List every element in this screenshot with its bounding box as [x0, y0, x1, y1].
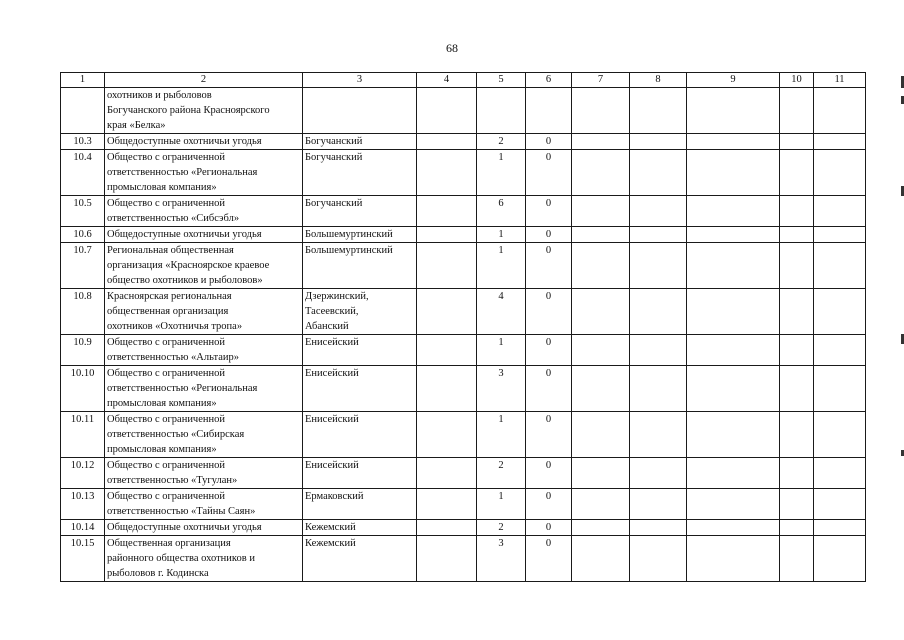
cell-col-11: [814, 520, 866, 536]
cell-col-5: 6: [477, 196, 526, 227]
cell-col-4: [417, 412, 477, 458]
row-number: 10.12: [61, 458, 105, 489]
table-row: [61, 335, 866, 366]
cell-col-8: [630, 489, 687, 520]
organization-name: Общедоступные охотничьи угодья: [105, 520, 303, 536]
cell-col-9: [687, 458, 780, 489]
table-row: [61, 412, 866, 458]
cell-col-5: 4: [477, 289, 526, 335]
row-number: 10.8: [61, 289, 105, 335]
cell-col-8: [630, 536, 687, 582]
table-body: [61, 88, 866, 582]
district-name: [303, 88, 417, 134]
cell-col-10: [780, 88, 814, 134]
organization-name: Общество с ограниченной ответственностью «Тайны Саян»: [105, 489, 303, 520]
cell-col-6: 0: [526, 196, 572, 227]
district-name: Большемуртинский: [303, 227, 417, 243]
row-number: 10.10: [61, 366, 105, 412]
cell-col-9: [687, 412, 780, 458]
cell-col-9: [687, 366, 780, 412]
column-header: 2: [105, 73, 303, 88]
cell-col-9: [687, 289, 780, 335]
cell-col-9: [687, 536, 780, 582]
table-row: [61, 366, 866, 412]
district-name: Большемуртинский: [303, 243, 417, 289]
table-row: [61, 243, 866, 289]
cell-col-11: [814, 227, 866, 243]
cell-col-9: [687, 489, 780, 520]
district-name: Богучанский: [303, 196, 417, 227]
cell-col-7: [572, 536, 630, 582]
cell-col-5: 1: [477, 227, 526, 243]
organization-name: Общество с ограниченной ответственностью «Сибирская промысловая компания»: [105, 412, 303, 458]
table-row: [61, 520, 866, 536]
organization-name: Общество с ограниченной ответственностью «Сибсэбл»: [105, 196, 303, 227]
cell-col-5: 2: [477, 520, 526, 536]
table-row: [61, 134, 866, 150]
cell-col-5: 3: [477, 536, 526, 582]
cell-col-4: [417, 150, 477, 196]
cell-col-9: [687, 227, 780, 243]
cell-col-4: [417, 489, 477, 520]
cell-col-5: 1: [477, 243, 526, 289]
cell-col-10: [780, 458, 814, 489]
cell-col-10: [780, 134, 814, 150]
column-header: 10: [780, 73, 814, 88]
cell-col-11: [814, 412, 866, 458]
cell-col-6: 0: [526, 458, 572, 489]
cell-col-7: [572, 366, 630, 412]
cell-col-7: [572, 289, 630, 335]
table-row: [61, 536, 866, 582]
district-name: Богучанский: [303, 150, 417, 196]
cell-col-5: 1: [477, 335, 526, 366]
cell-col-6: 0: [526, 289, 572, 335]
table-row: [61, 196, 866, 227]
column-header: 7: [572, 73, 630, 88]
district-name: Дзержинский, Тасеевский, Абанский: [303, 289, 417, 335]
row-number: 10.7: [61, 243, 105, 289]
cell-col-6: 0: [526, 243, 572, 289]
cell-col-5: 1: [477, 412, 526, 458]
column-header: 5: [477, 73, 526, 88]
district-name: Енисейский: [303, 366, 417, 412]
table-row: [61, 227, 866, 243]
cell-col-11: [814, 196, 866, 227]
cell-col-10: [780, 412, 814, 458]
cell-col-6: 0: [526, 150, 572, 196]
cell-col-7: [572, 88, 630, 134]
row-number: [61, 88, 105, 134]
cell-col-7: [572, 520, 630, 536]
table-row: [61, 150, 866, 196]
district-name: Кежемский: [303, 536, 417, 582]
table-row: [61, 489, 866, 520]
cell-col-10: [780, 489, 814, 520]
cell-col-5: 2: [477, 458, 526, 489]
cell-col-8: [630, 134, 687, 150]
scan-edge-marks: [900, 0, 904, 640]
row-number: 10.13: [61, 489, 105, 520]
row-number: 10.5: [61, 196, 105, 227]
organization-name: охотников и рыболовов Богучанского района Красноярского края «Белка»: [105, 88, 303, 134]
cell-col-4: [417, 196, 477, 227]
cell-col-7: [572, 196, 630, 227]
cell-col-10: [780, 366, 814, 412]
cell-col-7: [572, 243, 630, 289]
cell-col-9: [687, 134, 780, 150]
cell-col-11: [814, 458, 866, 489]
row-number: 10.3: [61, 134, 105, 150]
cell-col-8: [630, 458, 687, 489]
table-row: [61, 458, 866, 489]
cell-col-8: [630, 196, 687, 227]
cell-col-10: [780, 536, 814, 582]
cell-col-10: [780, 289, 814, 335]
cell-col-4: [417, 520, 477, 536]
organization-name: Общедоступные охотничьи угодья: [105, 227, 303, 243]
cell-col-4: [417, 536, 477, 582]
row-number: 10.4: [61, 150, 105, 196]
cell-col-7: [572, 412, 630, 458]
cell-col-10: [780, 196, 814, 227]
organization-name: Региональная общественная организация «Красноярское краевое общество охотников и рыболовов»: [105, 243, 303, 289]
district-name: Богучанский: [303, 134, 417, 150]
row-number: 10.11: [61, 412, 105, 458]
cell-col-6: 0: [526, 227, 572, 243]
cell-col-9: [687, 196, 780, 227]
cell-col-11: [814, 150, 866, 196]
cell-col-6: 0: [526, 489, 572, 520]
column-header: 8: [630, 73, 687, 88]
cell-col-8: [630, 335, 687, 366]
cell-col-11: [814, 88, 866, 134]
column-header: 4: [417, 73, 477, 88]
cell-col-11: [814, 243, 866, 289]
cell-col-5: 1: [477, 150, 526, 196]
cell-col-11: [814, 335, 866, 366]
cell-col-6: [526, 88, 572, 134]
cell-col-4: [417, 458, 477, 489]
cell-col-5: 3: [477, 366, 526, 412]
page-number: 68: [446, 41, 458, 55]
row-number: 10.9: [61, 335, 105, 366]
cell-col-6: 0: [526, 335, 572, 366]
cell-col-11: [814, 536, 866, 582]
cell-col-9: [687, 243, 780, 289]
cell-col-8: [630, 366, 687, 412]
row-number: 10.14: [61, 520, 105, 536]
district-name: Ермаковский: [303, 489, 417, 520]
cell-col-8: [630, 88, 687, 134]
cell-col-9: [687, 335, 780, 366]
cell-col-8: [630, 150, 687, 196]
cell-col-8: [630, 227, 687, 243]
district-name: Енисейский: [303, 335, 417, 366]
cell-col-6: 0: [526, 366, 572, 412]
cell-col-4: [417, 88, 477, 134]
hunting-grounds-table: [60, 72, 866, 582]
cell-col-11: [814, 289, 866, 335]
cell-col-8: [630, 289, 687, 335]
column-header: 1: [61, 73, 105, 88]
cell-col-7: [572, 458, 630, 489]
cell-col-4: [417, 227, 477, 243]
cell-col-11: [814, 489, 866, 520]
cell-col-4: [417, 289, 477, 335]
column-header: 11: [814, 73, 866, 88]
organization-name: Общедоступные охотничьи угодья: [105, 134, 303, 150]
column-header: 3: [303, 73, 417, 88]
cell-col-10: [780, 150, 814, 196]
cell-col-6: 0: [526, 536, 572, 582]
cell-col-10: [780, 227, 814, 243]
organization-name: Красноярская региональная общественная организация охотников «Охотничья тропа»: [105, 289, 303, 335]
cell-col-9: [687, 88, 780, 134]
cell-col-4: [417, 134, 477, 150]
cell-col-9: [687, 520, 780, 536]
cell-col-6: 0: [526, 412, 572, 458]
table-row: [61, 289, 866, 335]
table-row: [61, 88, 866, 134]
row-number: 10.6: [61, 227, 105, 243]
district-name: Кежемский: [303, 520, 417, 536]
cell-col-5: [477, 88, 526, 134]
cell-col-7: [572, 134, 630, 150]
table-header-row: [61, 73, 866, 88]
cell-col-9: [687, 150, 780, 196]
cell-col-6: 0: [526, 134, 572, 150]
cell-col-11: [814, 134, 866, 150]
cell-col-8: [630, 412, 687, 458]
cell-col-5: 2: [477, 134, 526, 150]
organization-name: Общество с ограниченной ответственностью «Альтаир»: [105, 335, 303, 366]
organization-name: Общественная организация районного общества охотников и рыболовов г. Кодинска: [105, 536, 303, 582]
district-name: Енисейский: [303, 458, 417, 489]
cell-col-8: [630, 520, 687, 536]
cell-col-4: [417, 366, 477, 412]
cell-col-4: [417, 335, 477, 366]
cell-col-10: [780, 243, 814, 289]
cell-col-11: [814, 366, 866, 412]
district-name: Енисейский: [303, 412, 417, 458]
cell-col-7: [572, 335, 630, 366]
organization-name: Общество с ограниченной ответственностью «Тугулан»: [105, 458, 303, 489]
cell-col-5: 1: [477, 489, 526, 520]
column-header: 6: [526, 73, 572, 88]
cell-col-10: [780, 520, 814, 536]
column-header: 9: [687, 73, 780, 88]
cell-col-4: [417, 243, 477, 289]
cell-col-6: 0: [526, 520, 572, 536]
cell-col-8: [630, 243, 687, 289]
cell-col-10: [780, 335, 814, 366]
organization-name: Общество с ограниченной ответственностью «Региональная промысловая компания»: [105, 366, 303, 412]
cell-col-7: [572, 150, 630, 196]
cell-col-7: [572, 227, 630, 243]
organization-name: Общество с ограниченной ответственностью «Региональная промысловая компания»: [105, 150, 303, 196]
cell-col-7: [572, 489, 630, 520]
row-number: 10.15: [61, 536, 105, 582]
